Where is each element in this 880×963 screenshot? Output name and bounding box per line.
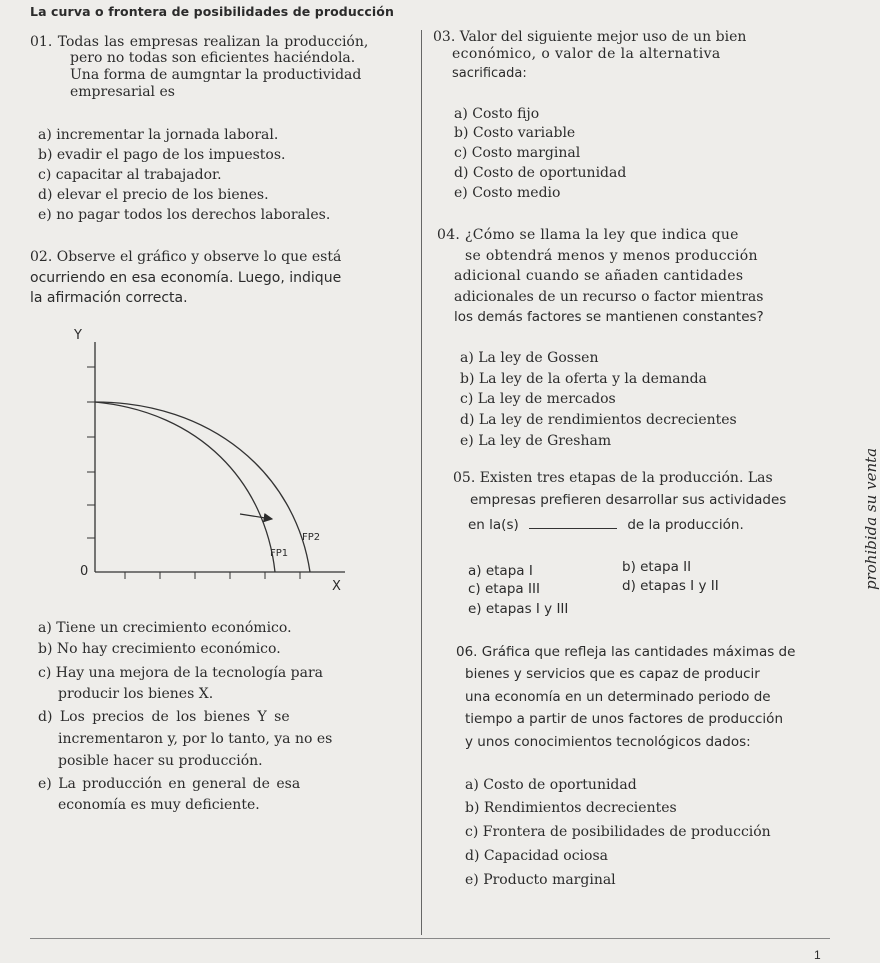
q5-option-e[interactable]: e) etapas I y III — [468, 601, 569, 617]
ppf-curve-fp2 — [95, 402, 310, 572]
q4-stem-line: los demás factores se mantienen constantes? — [454, 309, 764, 325]
q4-stem-line: adicional cuando se añaden cantidades — [454, 268, 744, 284]
q6-stem-line: y unos conocimientos tecnológicos dados: — [465, 734, 751, 750]
q3-stem-line: sacrificada: — [452, 66, 527, 81]
q3-option-c[interactable]: c) Costo marginal — [454, 145, 581, 161]
q5-fill-line — [468, 516, 744, 534]
q2-stem-line: ocurriendo en esa economía. Luego, indique — [30, 270, 342, 286]
q2-option-d-cont: incrementaron y, por lo tanto, ya no es — [58, 731, 333, 747]
bottom-rule — [30, 938, 830, 939]
shift-arrow — [240, 514, 272, 519]
q5-fill-suffix: de la producción. — [627, 517, 744, 533]
q5-fill-prefix: en la(s) — [468, 517, 519, 533]
q4-option-a[interactable]: a) La ley de Gossen — [460, 350, 599, 366]
q2-option-a[interactable]: a) Tiene un crecimiento económico. — [38, 620, 292, 636]
q1-stem-line: empresarial es — [70, 84, 175, 100]
q5-stem-line: 05. Existen tres etapas de la producción. Las — [453, 470, 773, 486]
q3-stem-line: 03. Valor del siguiente mejor uso de un bien — [433, 29, 747, 45]
column-divider — [421, 30, 422, 935]
q4-option-b[interactable]: b) La ley de la oferta y la demanda — [460, 371, 707, 387]
q4-option-e[interactable]: e) La ley de Gresham — [460, 433, 612, 449]
y-axis-label: Y — [74, 328, 82, 343]
q4-option-d[interactable]: d) La ley de rendimientos decrecientes — [460, 412, 737, 428]
q2-option-e-cont: economía es muy deficiente. — [58, 797, 260, 813]
q5-option-b[interactable]: b) etapa II — [622, 559, 692, 575]
q6-stem-line: 06. Gráfica que refleja las cantidades máximas de — [456, 644, 796, 660]
q6-stem-line: bienes y servicios que es capaz de producir — [465, 666, 760, 682]
q2-option-d[interactable]: d) Los precios de los bienes Y se — [38, 709, 290, 725]
q2-option-b[interactable]: b) No hay crecimiento económico. — [38, 641, 281, 657]
q4-stem-line: 04. ¿Cómo se llama la ley que indica que — [437, 227, 739, 243]
q6-option-c[interactable]: c) Frontera de posibilidades de producción — [465, 824, 771, 840]
q6-option-d[interactable]: d) Capacidad ociosa — [465, 848, 608, 864]
side-note-prohibited-sale: prohibida su venta — [862, 447, 880, 590]
q5-blank-field[interactable] — [529, 516, 617, 529]
q1-option-d[interactable]: d) elevar el precio de los bienes. — [38, 187, 269, 203]
q2-option-c[interactable]: c) Hay una mejora de la tecnología para — [38, 665, 323, 681]
q2-stem-line: 02. Observe el gráfico y observe lo que está — [30, 249, 342, 265]
q5-option-a[interactable]: a) etapa I — [468, 563, 533, 579]
q5-option-c[interactable]: c) etapa III — [468, 581, 540, 597]
q1-stem-line: 01. Todas las empresas realizan la producción, — [30, 34, 369, 50]
q4-stem-line: se obtendrá menos y menos producción — [465, 248, 758, 264]
q1-option-e[interactable]: e) no pagar todos los derechos laborales. — [38, 207, 331, 223]
fp1-label: FP1 — [270, 548, 289, 559]
q2-option-d-cont: posible hacer su producción. — [58, 753, 263, 769]
q1-option-b[interactable]: b) evadir el pago de los impuestos. — [38, 147, 286, 163]
q3-stem-line: económico, o valor de la alternativa — [452, 46, 721, 62]
q3-option-e[interactable]: e) Costo medio — [454, 185, 561, 201]
q1-option-c[interactable]: c) capacitar al trabajador. — [38, 167, 222, 183]
q3-option-b[interactable]: b) Costo variable — [454, 125, 576, 141]
q1-stem-line: Una forma de aumgntar la productividad — [70, 67, 362, 83]
q6-stem-line: una economía en un determinado periodo de — [465, 689, 771, 705]
q6-option-e[interactable]: e) Producto marginal — [465, 872, 616, 888]
q4-stem-line: adicionales de un recurso o factor mientras — [454, 289, 764, 305]
x-axis-label: X — [332, 579, 341, 594]
q6-option-b[interactable]: b) Rendimientos decrecientes — [465, 800, 677, 816]
fp2-label: FP2 — [302, 532, 321, 543]
q1-stem-line: pero no todas son eficientes haciéndola. — [70, 50, 356, 66]
y-axis-ticks — [87, 367, 95, 538]
ppf-curve-fp1 — [95, 402, 275, 572]
page-title: La curva o frontera de posibilidades de producción — [30, 4, 394, 19]
q3-option-a[interactable]: a) Costo fijo — [454, 106, 540, 122]
q5-stem-line: empresas prefieren desarrollar sus actividades — [470, 492, 787, 508]
q1-option-a[interactable]: a) incrementar la jornada laboral. — [38, 127, 279, 143]
q2-stem-line: la afirmación correcta. — [30, 290, 188, 306]
q6-stem-line: tiempo a partir de unos factores de producción — [465, 711, 783, 727]
q2-option-e[interactable]: e) La producción en general de esa — [38, 776, 301, 792]
q4-option-c[interactable]: c) La ley de mercados — [460, 391, 616, 407]
q5-option-d[interactable]: d) etapas I y II — [622, 578, 719, 594]
page-number: 1 — [814, 948, 821, 962]
q6-option-a[interactable]: a) Costo de oportunidad — [465, 777, 637, 793]
q2-option-c-cont: producir los bienes X. — [58, 686, 214, 702]
q3-option-d[interactable]: d) Costo de oportunidad — [454, 165, 627, 181]
x-axis-ticks — [125, 572, 300, 579]
ppf-graph — [60, 322, 360, 597]
origin-label: 0 — [80, 564, 89, 579]
